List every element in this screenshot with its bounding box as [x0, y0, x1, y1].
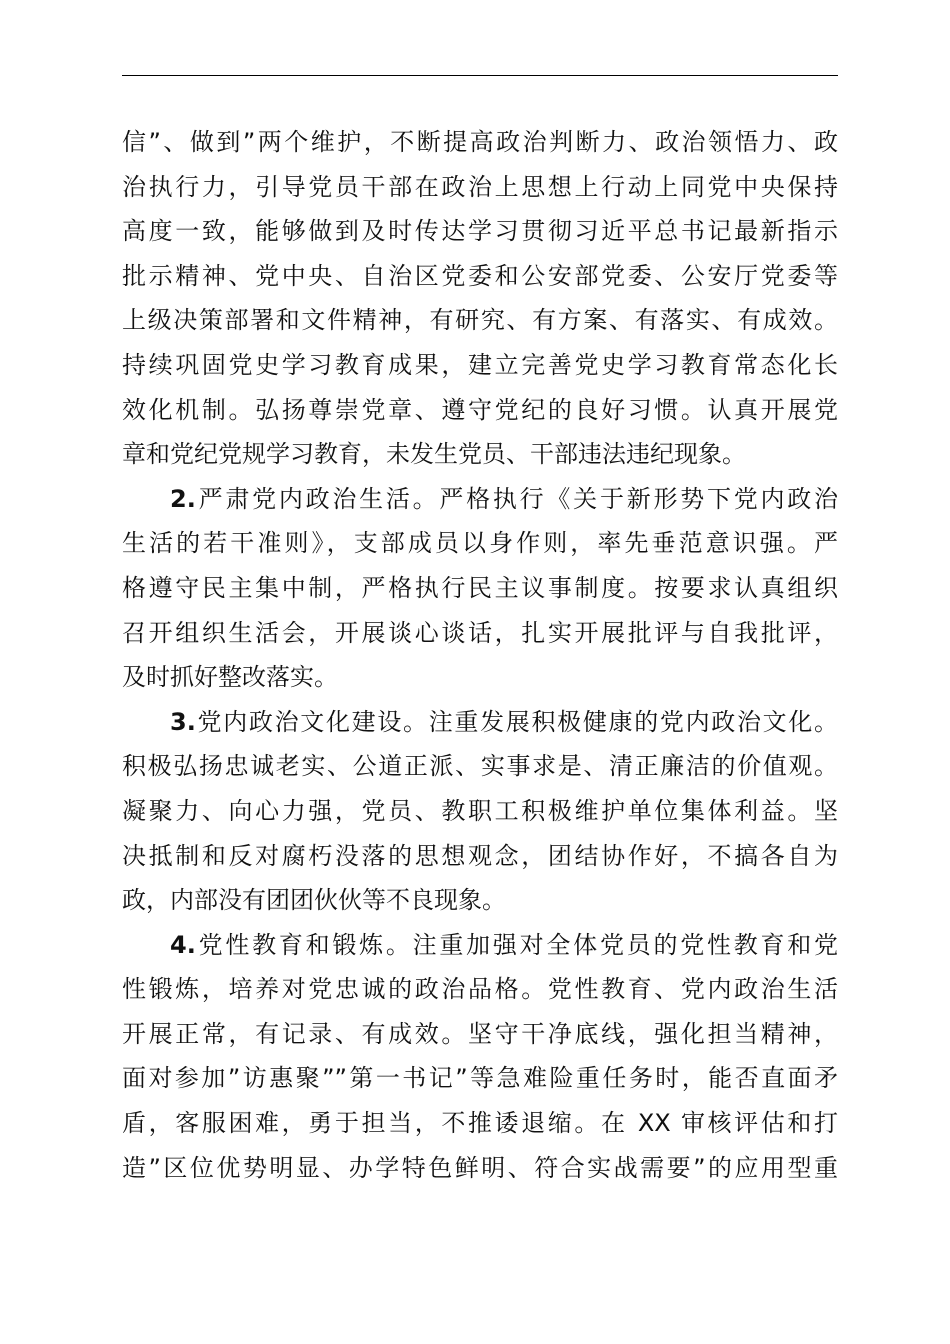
text-line: 格遵守民主集中制，严格执行民主议事制度。按要求认真组织 [122, 573, 838, 602]
text-line: 造”区位优势明显、办学特色鲜明、符合实战需要”的应用型重 [122, 1153, 838, 1182]
text-line [122, 477, 838, 522]
text-line: 积极弘扬忠诚老实、公道正派、实事求是、清正廉洁的价值观。 [122, 752, 838, 781]
section-text: 严肃党内政治生活。严格执行《关于新形势下党内政治 [195, 484, 838, 513]
text-line: 生活的若干准则》，支部成员以身作则，率先垂范意识强。严 [122, 529, 838, 558]
section-number: 4. [170, 930, 196, 959]
text-line [122, 700, 838, 745]
text-line: 决抵制和反对腐朽没落的思想观念，团结协作好，不搞各自为 [122, 841, 838, 870]
paragraph-continued [122, 120, 838, 477]
text-line: 批示精神、党中央、自治区党委和公安部党委、公安厅党委等 [122, 261, 838, 290]
text-line: 上级决策部署和文件精神，有研究、有方案、有落实、有成效。 [122, 306, 838, 335]
text-line: 治执行力，引导党员干部在政治上思想上行动上同党中央保持 [122, 172, 838, 201]
paragraph-4 [122, 923, 838, 1191]
text-line: 召开组织生活会，开展谈心谈话，扎实开展批评与自我批评， [122, 618, 838, 647]
text-line: 及时抓好整改落实。 [122, 663, 338, 692]
section-number: 3. [170, 707, 196, 736]
header-rule [122, 75, 838, 76]
text-line: 效化机制。弘扬尊崇党章、遵守党纪的良好习惯。认真开展党 [122, 395, 838, 424]
document-body [122, 120, 838, 1190]
text-line: 政，内部没有团团伙伙等不良现象。 [122, 886, 506, 915]
paragraph-3 [122, 700, 838, 923]
section-number: 2. [170, 484, 196, 513]
text-line: 章和党纪党规学习教育，未发生党员、干部违法违纪现象。 [122, 440, 746, 469]
text-line [122, 923, 838, 968]
text-line: 盾，客服困难，勇于担当，不推诿退缩。在 XX 审核评估和打 [122, 1109, 838, 1138]
text-line: 高度一致，能够做到及时传达学习贯彻习近平总书记最新指示 [122, 217, 838, 246]
paragraph-2 [122, 477, 838, 700]
section-text: 党性教育和锻炼。注重加强对全体党员的党性教育和党 [195, 930, 838, 959]
text-line: 凝聚力、向心力强，党员、教职工积极维护单位集体利益。坚 [122, 796, 838, 825]
text-line: 面对参加”访惠聚””第一书记”等急难险重任务时，能否直面矛 [122, 1064, 838, 1093]
section-text: 党内政治文化建设。注重发展积极健康的党内政治文化。 [195, 707, 838, 736]
text-line: 开展正常，有记录、有成效。坚守干净底线，强化担当精神， [122, 1019, 838, 1048]
text-line: 信”、做到”两个维护，不断提高政治判断力、政治领悟力、政 [122, 128, 838, 156]
text-line: 性锻炼，培养对党忠诚的政治品格。党性教育、党内政治生活 [122, 975, 838, 1004]
text-line: 持续巩固党史学习教育成果，建立完善党史学习教育常态化长 [122, 350, 838, 379]
